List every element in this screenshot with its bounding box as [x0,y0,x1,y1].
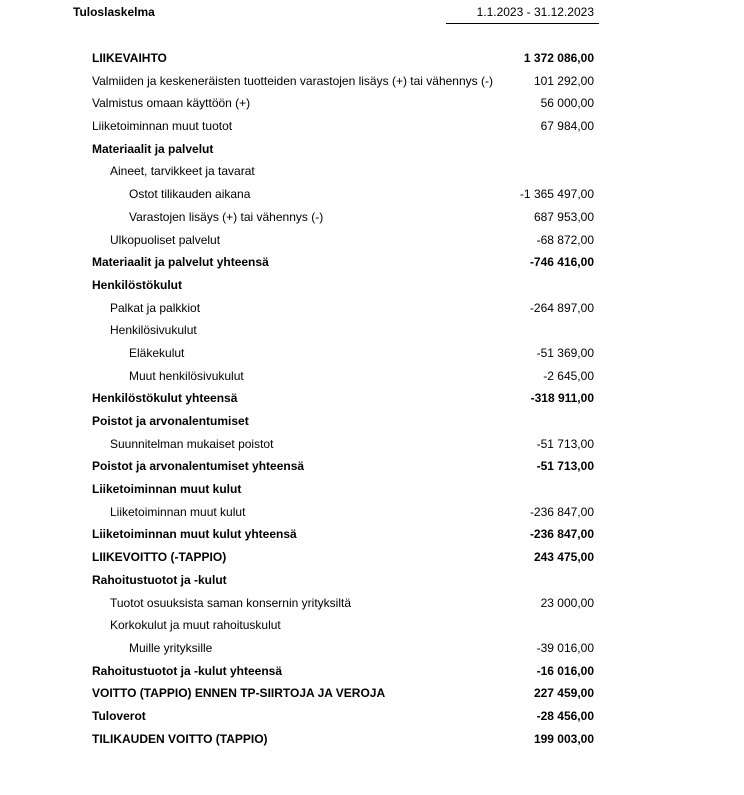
row-label: Ostot tilikauden aikana [129,187,251,202]
row-value: -236 847,00 [529,527,594,542]
statement-row [0,387,744,410]
row-label: Korkokulut ja muut rahoituskulut [110,618,281,633]
row-label: Materiaalit ja palvelut yhteensä [92,255,269,270]
row-value: 23 000,00 [540,595,594,610]
row-label: Valmiiden ja keskeneräisten tuotteiden varastojen lisäys (+) tai vähennys (-) [92,73,493,88]
row-value: -318 911,00 [530,391,594,406]
row-value: -2 645,00 [543,368,594,383]
statement-row [0,637,744,660]
row-label: LIIKEVAIHTO [92,51,167,65]
statement-row [0,319,744,342]
row-value: -1 365 497,00 [519,187,594,202]
row-value: 67 984,00 [540,119,594,134]
row-label: Rahoitustuotot ja -kulut yhteensä [92,663,283,678]
statement-row [0,569,744,592]
row-label: Henkilösivukulut [110,323,197,338]
row-label: Eläkekulut [129,345,185,360]
row-label: Tuotot osuuksista saman konsernin yrityksiltä [110,595,351,610]
row-value: 227 459,00 [533,686,594,701]
row-value: -746 416,00 [529,255,594,270]
row-label: TILIKAUDEN VOITTO (TAPPIO) [92,731,268,746]
row-value: -28 456,00 [536,708,594,723]
header-underline [446,23,599,24]
report-period: 1.1.2023 - 31.12.2023 [476,5,594,19]
row-value: -51 713,00 [536,459,594,474]
row-label: Valmistus omaan käyttöön (+) [92,96,251,111]
statement-row [0,365,744,388]
row-label: Liiketoiminnan muut kulut [110,504,246,519]
statement-row [0,546,744,569]
row-value: 243 475,00 [533,550,594,565]
statement-row [0,47,744,70]
row-label: Henkilöstökulut [92,277,183,292]
row-value: -236 847,00 [529,504,594,519]
row-label: Varastojen lisäys (+) tai vähennys (-) [129,209,324,224]
statement-row [0,660,744,683]
report-title: Tuloslaskelma [73,5,155,19]
row-label: Poistot ja arvonalentumiset [92,414,249,428]
row-value: 687 953,00 [533,209,594,224]
statement-row [0,728,744,751]
statement-row [0,115,744,138]
row-value: -68 872,00 [536,232,594,247]
row-value: -39 016,00 [536,640,594,655]
row-value: -51 713,00 [536,436,594,451]
statement-row [0,705,744,728]
row-value: 56 000,00 [540,96,594,111]
row-value: 199 003,00 [533,731,594,746]
row-label: Palkat ja palkkiot [110,300,201,315]
statement-row [0,592,744,615]
row-label: Muut henkilösivukulut [129,368,244,383]
row-label: Rahoitustuotot ja -kulut [92,572,227,587]
row-label: VOITTO (TAPPIO) ENNEN TP-SIIRTOJA JA VEROJA [92,686,386,701]
statement-row [0,160,744,183]
statement-row [0,297,744,320]
statement-row [0,251,744,274]
row-label: Poistot ja arvonalentumiset yhteensä [92,459,305,474]
row-value: -264 897,00 [529,300,594,315]
row-label: Aineet, tarvikkeet ja tavarat [110,164,255,179]
statement-row [0,70,744,93]
statement-row [0,183,744,206]
row-value: -16 016,00 [536,663,594,678]
statement-row [0,614,744,637]
row-label: Ulkopuoliset palvelut [110,232,221,247]
statement-row [0,342,744,365]
statement-row [0,682,744,705]
row-value: 1 372 086,00 [523,51,594,65]
row-label: LIIKEVOITTO (-TAPPIO) [92,550,227,565]
row-value: 101 292,00 [533,73,594,88]
income-statement-table [0,47,744,750]
statement-row [0,92,744,115]
row-label: Suunnitelman mukaiset poistot [110,436,274,451]
row-label: Liiketoiminnan muut tuotot [92,119,233,134]
statement-row [0,206,744,229]
statement-row [0,523,744,546]
row-label: Henkilöstökulut yhteensä [92,391,238,406]
statement-row [0,274,744,297]
row-value: -51 369,00 [536,345,594,360]
row-label: Tuloverot [92,708,146,723]
row-label: Muille yrityksille [129,640,213,655]
row-label: Liiketoiminnan muut kulut [92,482,242,497]
statement-row [0,455,744,478]
row-label: Materiaalit ja palvelut [92,141,214,156]
statement-row [0,433,744,456]
statement-row [0,410,744,433]
statement-row [0,478,744,501]
statement-row [0,501,744,524]
statement-row [0,229,744,252]
statement-row [0,138,744,161]
row-label: Liiketoiminnan muut kulut yhteensä [92,527,297,542]
